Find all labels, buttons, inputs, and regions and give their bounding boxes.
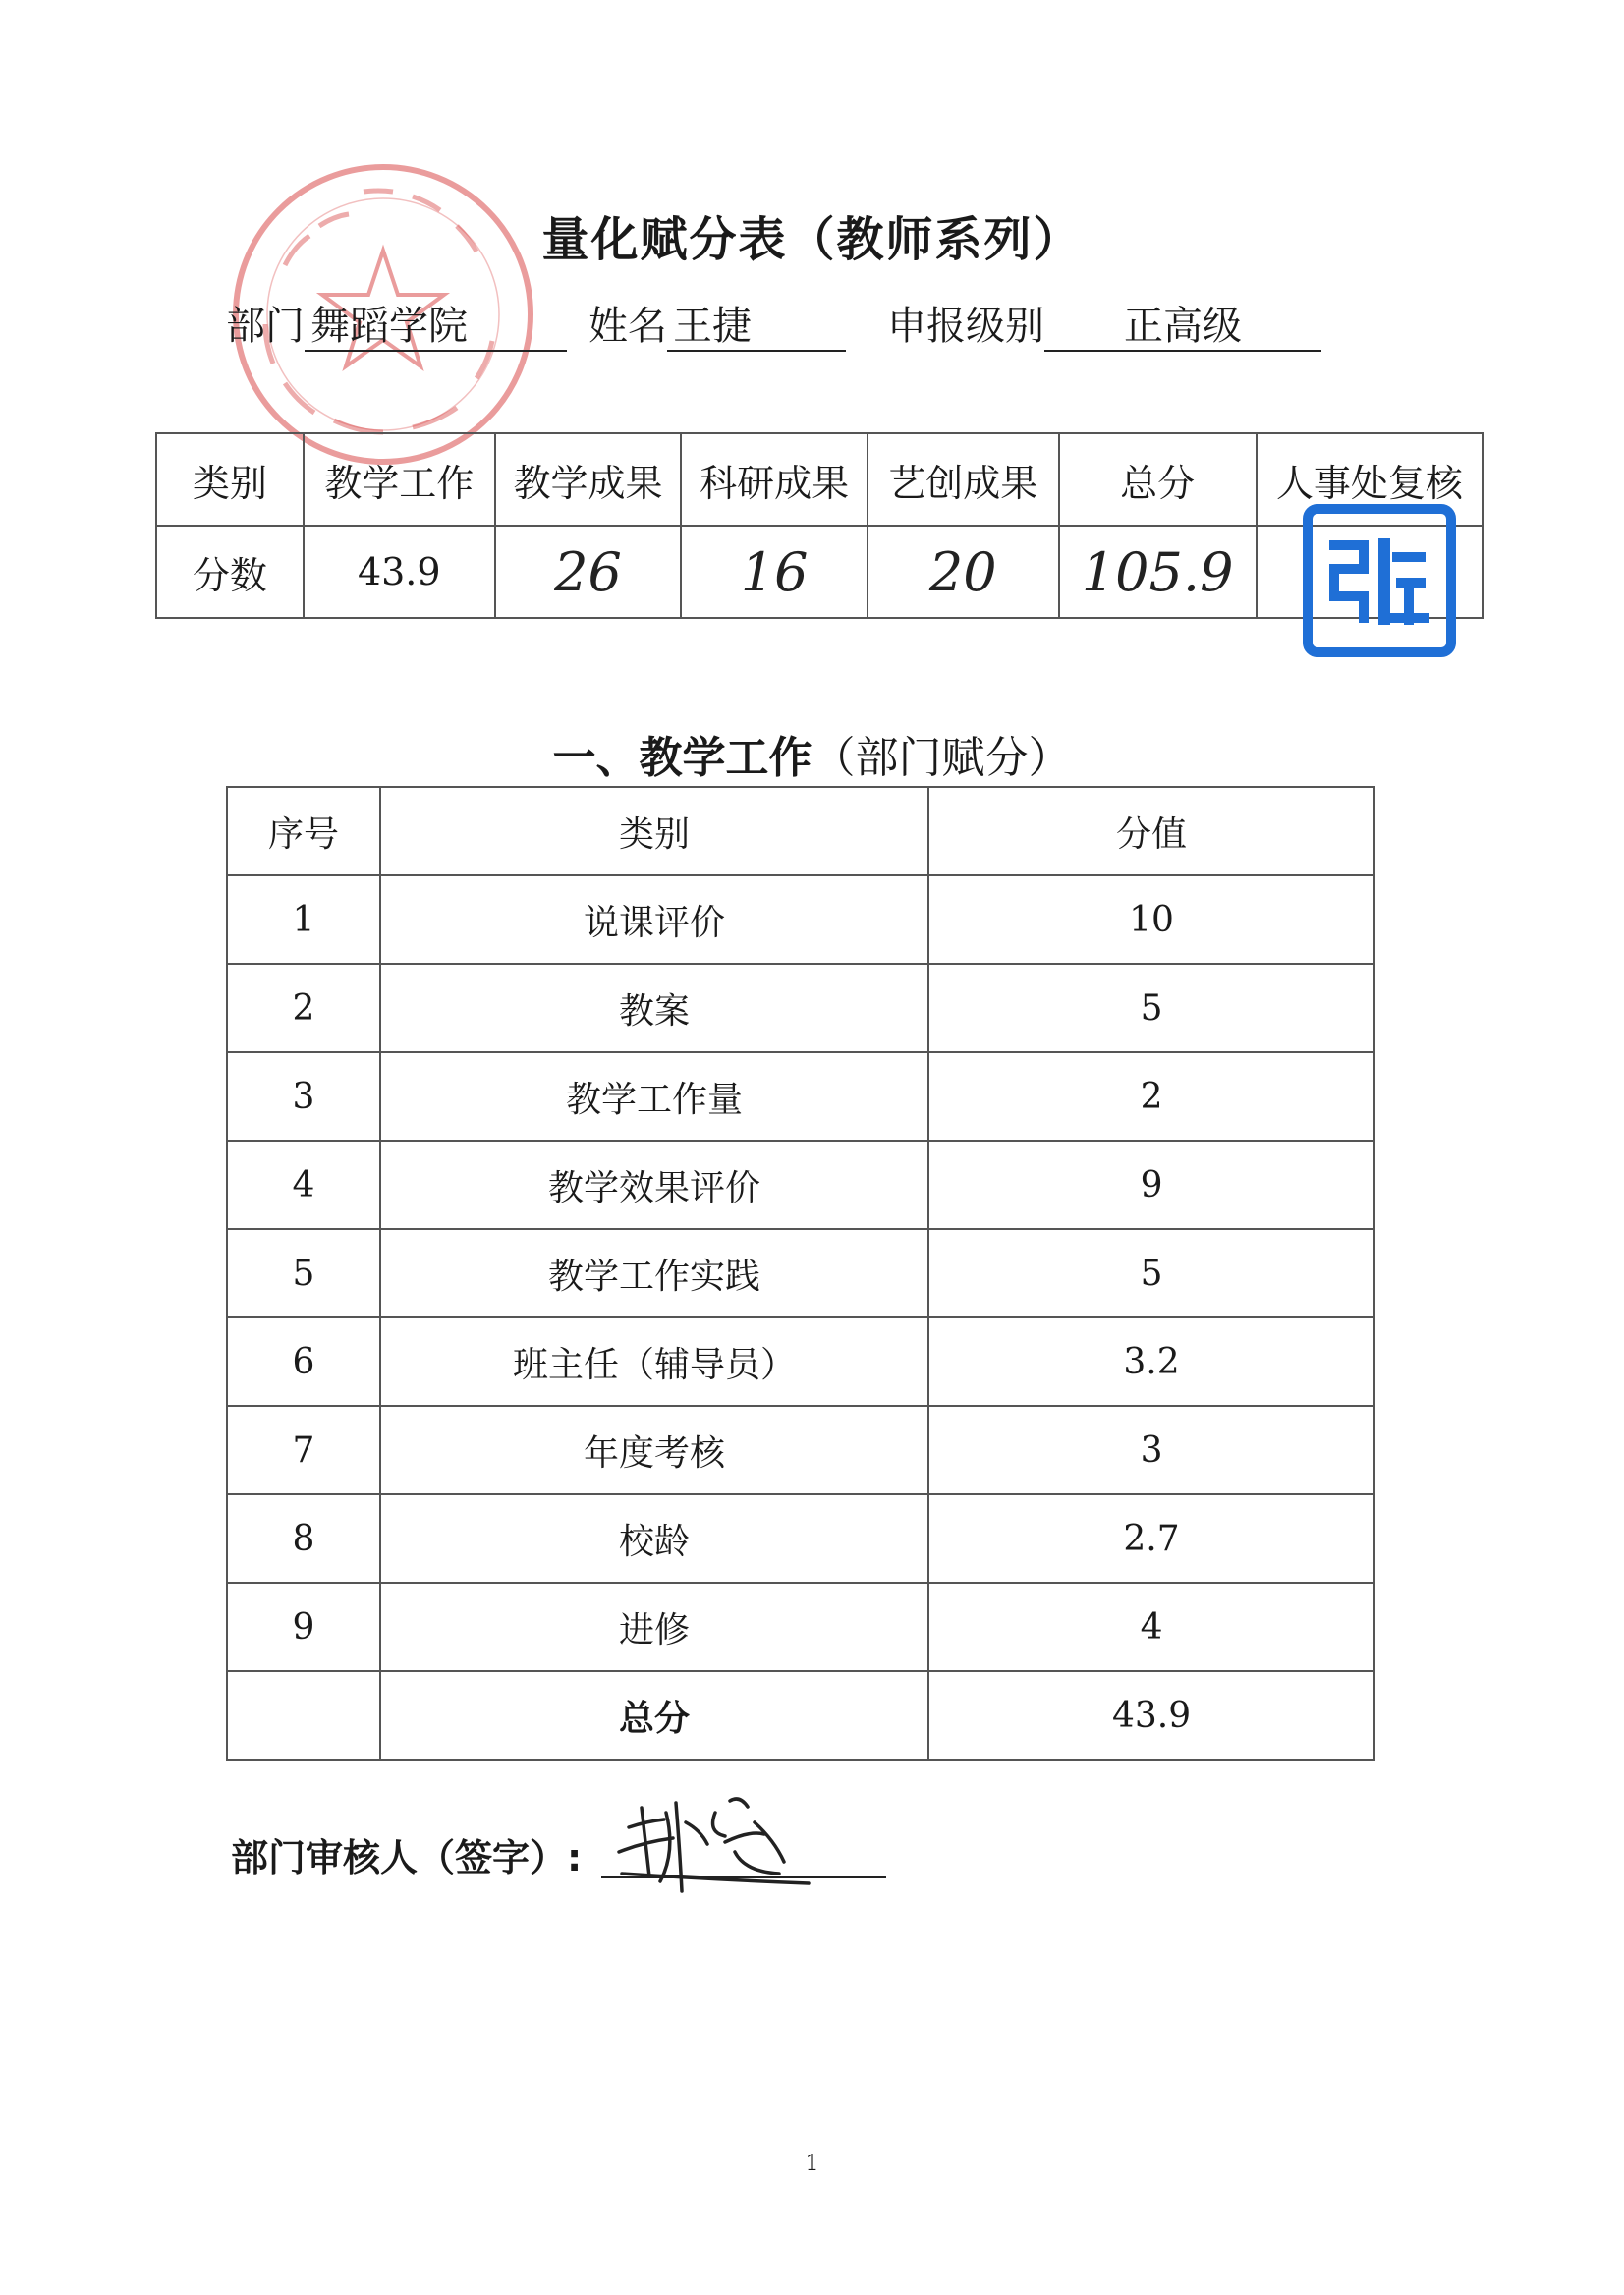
row-category: 校龄: [380, 1494, 928, 1583]
summary-table: [155, 432, 1484, 619]
table-row: [227, 875, 1374, 964]
total-row-no: [227, 1671, 380, 1760]
row-score: 4: [928, 1583, 1374, 1671]
name-label: 姓名: [588, 304, 667, 349]
row-score: 5: [928, 964, 1374, 1052]
row-no: 3: [227, 1052, 380, 1141]
row-category: 进修: [380, 1583, 928, 1671]
header-score: 分值: [928, 787, 1374, 875]
summary-header-cell: 总分: [1059, 433, 1257, 526]
level-label: 申报级别: [887, 304, 1044, 349]
dept-label: 部门: [226, 304, 305, 349]
section-title-main: 一、教学工作: [552, 733, 812, 783]
row-score: 9: [928, 1141, 1374, 1229]
art-result-score: 20: [868, 526, 1059, 618]
research-result-score: 16: [681, 526, 868, 618]
total-score: 105.9: [1059, 526, 1257, 618]
row-score: 5: [928, 1229, 1374, 1317]
teaching-work-table: [226, 786, 1375, 1761]
row-score: 3: [928, 1406, 1374, 1494]
row-score: 10: [928, 875, 1374, 964]
row-score: 2.7: [928, 1494, 1374, 1583]
row-score: 3.2: [928, 1317, 1374, 1406]
summary-row-label: 分数: [156, 526, 304, 618]
row-no: 7: [227, 1406, 380, 1494]
table-row: [227, 964, 1374, 1052]
summary-header-cell: 科研成果: [681, 433, 868, 526]
row-category: 教学效果评价: [380, 1141, 928, 1229]
summary-header-cell: 类别: [156, 433, 304, 526]
row-category: 年度考核: [380, 1406, 928, 1494]
section-title: [0, 722, 1624, 785]
row-no: 9: [227, 1583, 380, 1671]
applicant-info: [226, 295, 1321, 352]
page-number: 1: [805, 2152, 819, 2176]
summary-header-cell: 教学成果: [495, 433, 682, 526]
table-total-row: [227, 1671, 1374, 1760]
total-value: 43.9: [928, 1671, 1374, 1760]
table-row: [227, 1052, 1374, 1141]
row-no: 4: [227, 1141, 380, 1229]
row-category: 说课评价: [380, 875, 928, 964]
table-row: [227, 1583, 1374, 1671]
teaching-result-score: 26: [495, 526, 682, 618]
header-category: 类别: [380, 787, 928, 875]
name-value: 王捷: [667, 303, 846, 352]
row-category: 教学工作实践: [380, 1229, 928, 1317]
row-category: 教学工作量: [380, 1052, 928, 1141]
row-no: 1: [227, 875, 380, 964]
summary-header-cell: 人事处复核: [1257, 433, 1483, 526]
table-row: [227, 1406, 1374, 1494]
table-row: [227, 1229, 1374, 1317]
row-no: 2: [227, 964, 380, 1052]
summary-score-row: [156, 526, 1483, 618]
summary-header-row: [156, 433, 1483, 526]
handwritten-signature-icon: [607, 1783, 833, 1901]
header-no: 序号: [227, 787, 380, 875]
table-row: [227, 1317, 1374, 1406]
table-header-row: [227, 787, 1374, 875]
row-category: 教案: [380, 964, 928, 1052]
row-no: 8: [227, 1494, 380, 1583]
summary-header-cell: 教学工作: [304, 433, 495, 526]
page-title: 量化赋分表（教师系列）: [541, 212, 1083, 267]
row-category: 班主任（辅导员）: [380, 1317, 928, 1406]
table-row: [227, 1494, 1374, 1583]
total-label: 总分: [380, 1671, 928, 1760]
summary-header-cell: 艺创成果: [868, 433, 1059, 526]
row-score: 2: [928, 1052, 1374, 1141]
reviewer-label: 部门审核人（签字）:: [231, 1836, 583, 1879]
teaching-work-score: 43.9: [304, 526, 495, 618]
row-no: 6: [227, 1317, 380, 1406]
dept-value: 舞蹈学院: [305, 303, 567, 352]
table-row: [227, 1141, 1374, 1229]
level-value: 正高级: [1044, 303, 1321, 352]
section-title-suffix: （部门赋分）: [812, 733, 1072, 783]
row-no: 5: [227, 1229, 380, 1317]
reviewer-name-stamp-icon: [1302, 503, 1457, 658]
